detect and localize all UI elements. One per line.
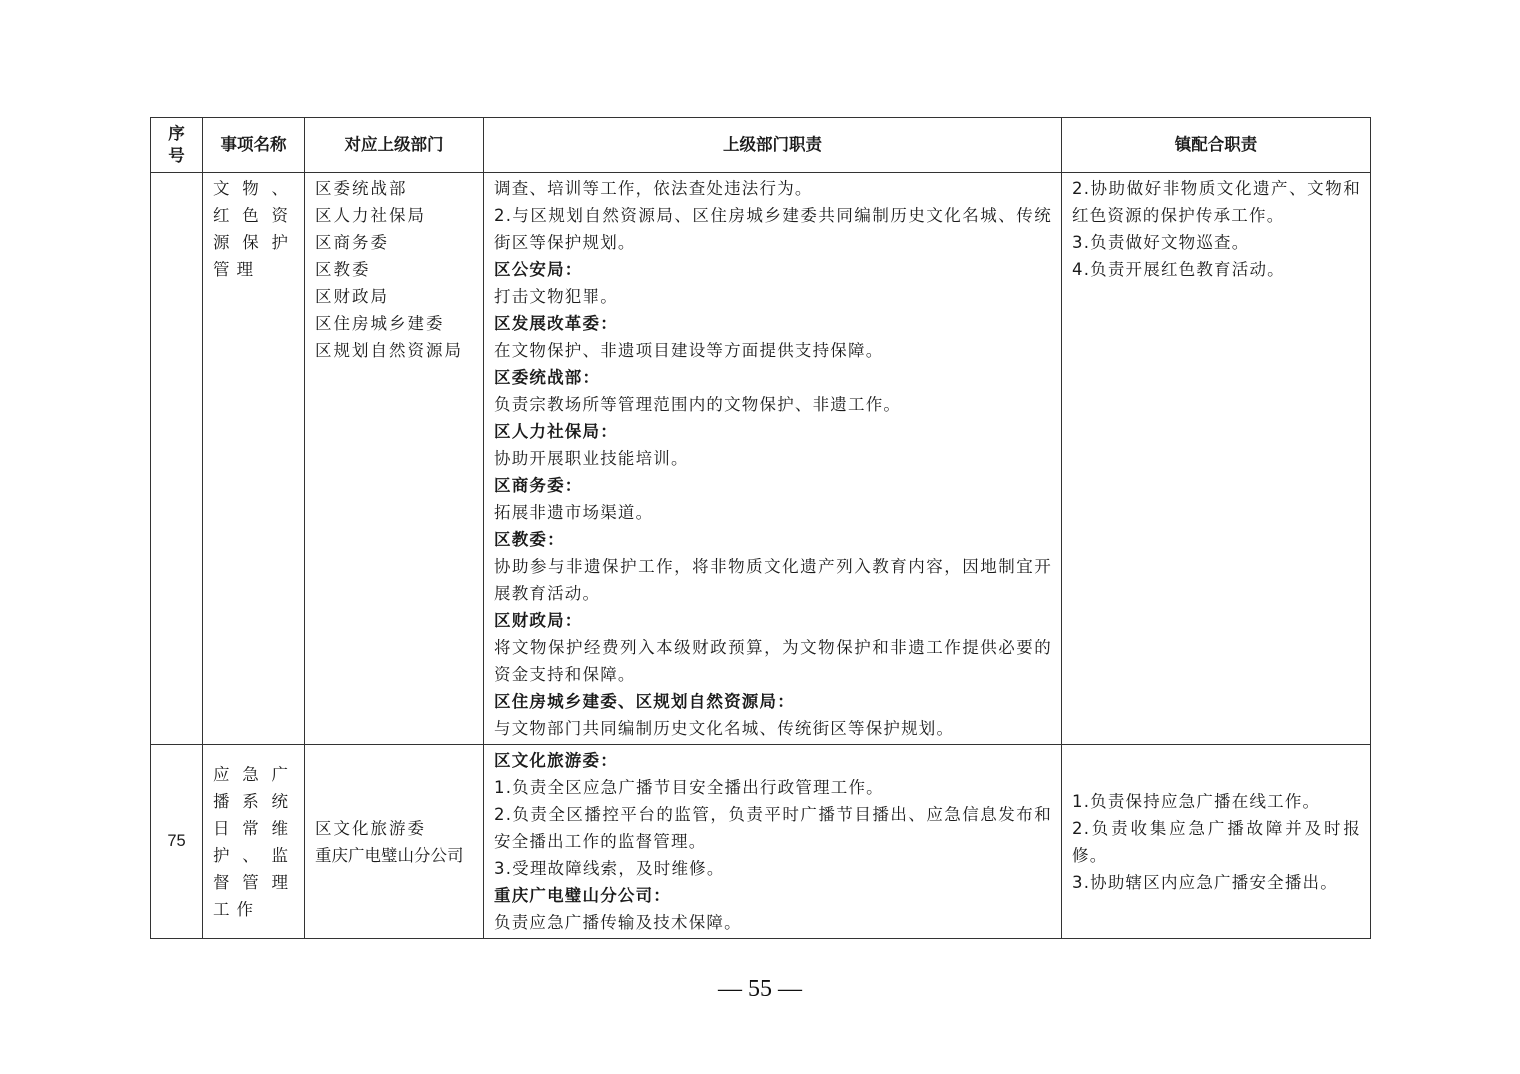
department-item: 重庆广电璧山分公司 [315, 845, 464, 865]
duty-text: 在文物保护、非遗项目建设等方面提供支持保障。 [494, 341, 884, 360]
department-item: 区教委 [315, 260, 371, 279]
town-duty-item: 2.协助做好非物质文化遗产、文物和红色资源的保护传承工作。 [1072, 179, 1361, 225]
header-item-name: 事项名称 [203, 118, 305, 173]
duty-department-heading: 区文化旅游委： [494, 751, 618, 770]
header-row [151, 118, 1371, 173]
item-name-cell [203, 745, 305, 939]
duty-department-heading: 重庆广电璧山分公司： [494, 886, 671, 905]
duty-text: 2.与区规划自然资源局、区住房城乡建委共同编制历史文化名城、传统街区等保护规划。 [494, 206, 1052, 252]
department-item: 区文化旅游委 [315, 818, 426, 838]
header-departments: 对应上级部门 [305, 118, 484, 173]
town-duties-cell [1062, 745, 1371, 939]
department-item: 区委统战部 [315, 179, 408, 198]
dept-duties-cell [484, 173, 1062, 745]
town-duty-item: 1.负责保持应急广播在线工作。 [1072, 791, 1321, 811]
duty-department-heading: 区教委： [494, 530, 565, 549]
page-number: — 55 — [718, 976, 802, 1002]
item-name: 文物、红色资源保护管理 [213, 179, 295, 279]
duty-text: 负责应急广播传输及技术保障。 [494, 913, 742, 932]
duty-text: 打击文物犯罪。 [494, 287, 618, 306]
town-duty-item: 3.协助辖区内应急广播安全播出。 [1072, 872, 1338, 892]
responsibility-table [150, 117, 1371, 939]
table-row [151, 745, 1371, 939]
department-item: 区规划自然资源局 [315, 341, 463, 360]
duty-department-heading: 区发展改革委： [494, 314, 618, 333]
department-item: 区住房城乡建委 [315, 314, 445, 333]
duty-text: 协助开展职业技能培训。 [494, 449, 689, 468]
duty-department-heading: 区财政局： [494, 611, 583, 630]
duty-department-heading: 区委统战部： [494, 368, 601, 387]
town-duty-item: 3.负责做好文物巡查。 [1072, 233, 1250, 252]
header-town-duties: 镇配合职责 [1062, 118, 1371, 173]
town-duty-item: 2.负责收集应急广播故障并及时报修。 [1072, 818, 1361, 865]
department-item: 区财政局 [315, 287, 389, 306]
department-item: 区商务委 [315, 233, 389, 252]
departments-cell [305, 173, 484, 745]
dept-duties-cell [484, 745, 1062, 939]
duty-text: 负责宗教场所等管理范围内的文物保护、非遗工作。 [494, 395, 902, 414]
duty-text: 拓展非遗市场渠道。 [494, 503, 654, 522]
header-number: 序号 [151, 118, 203, 173]
table-row [151, 173, 1371, 745]
item-name: 应急广播系统日常维护、监督管理工作 [213, 764, 295, 919]
item-name-cell [203, 173, 305, 745]
duty-text: 3.受理故障线索，及时维修。 [494, 859, 725, 878]
duty-text: 将文物保护经费列入本级财政预算，为文物保护和非遗工作提供必要的资金支持和保障。 [494, 638, 1052, 684]
duty-department-heading: 区商务委： [494, 476, 583, 495]
duty-text: 协助参与非遗保护工作，将非物质文化遗产列入教育内容，因地制宜开展教育活动。 [494, 557, 1052, 603]
duty-text: 1.负责全区应急广播节目安全播出行政管理工作。 [494, 778, 884, 797]
departments-cell [305, 745, 484, 939]
town-duties-cell [1062, 173, 1371, 745]
duty-department-heading: 区公安局： [494, 260, 583, 279]
department-item: 区人力社保局 [315, 206, 426, 225]
duty-text: 调查、培训等工作，依法查处违法行为。 [494, 179, 813, 198]
row-number: 75 [151, 745, 203, 939]
duty-department-heading: 区住房城乡建委、区规划自然资源局： [494, 692, 795, 711]
duty-department-heading: 区人力社保局： [494, 422, 618, 441]
duty-text: 与文物部门共同编制历史文化名城、传统街区等保护规划。 [494, 719, 955, 738]
duty-text: 2.负责全区播控平台的监管，负责平时广播节目播出、应急信息发布和安全播出工作的监督管理。 [494, 805, 1052, 851]
town-duty-item: 4.负责开展红色教育活动。 [1072, 260, 1285, 279]
header-dept-duties: 上级部门职责 [484, 118, 1062, 173]
row-number [151, 173, 203, 745]
